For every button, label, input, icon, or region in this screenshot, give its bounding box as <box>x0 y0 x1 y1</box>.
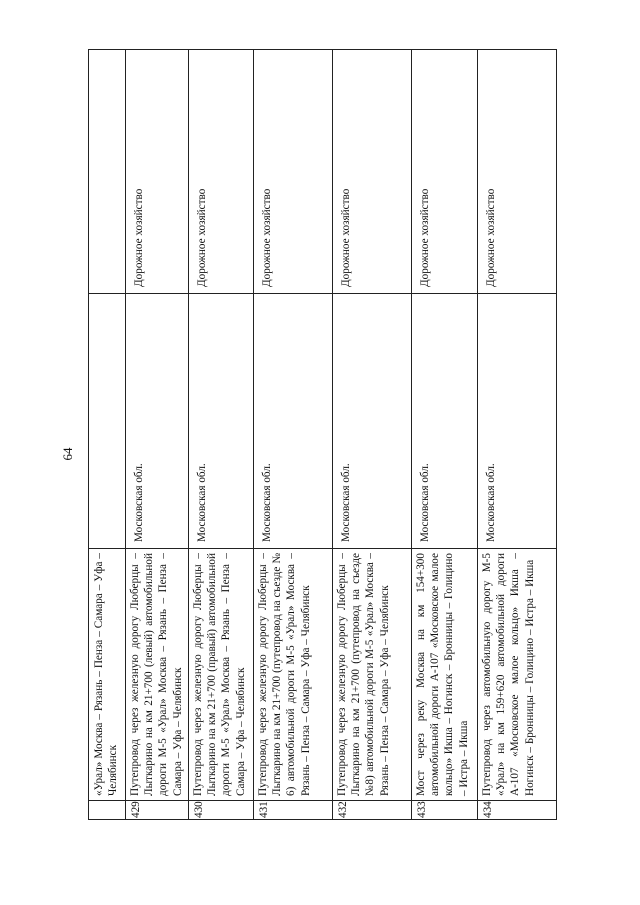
region-cell: Московская обл. <box>254 294 333 549</box>
object-description: Путепровод через автомобильную дорогу М-5 «Урал» на км 159+620 автомобильной дороги А-107 «Московское малое кольцо» Икша – Ногинск – Бронницы – Голицино – Истра – Икша <box>478 549 557 801</box>
table-row <box>89 50 126 820</box>
object-description: Путепровод через железную дорогу Люберцы – Лыткарино на км 21+700 (путепровод на съезде №8) автомобильной дороги М-5 «Урал» Москва – Рязань – Пенза – Самара – Уфа – Челябинск <box>333 549 412 801</box>
row-number: 433 <box>412 801 478 820</box>
rotated-table-container <box>88 50 600 820</box>
region-cell: Московская обл. <box>189 294 254 549</box>
table-row <box>333 50 412 820</box>
type-cell: Дорожное хозяйство <box>412 50 478 294</box>
object-description: Путепровод через железную дорогу Люберцы – Лыткарино на км 21+700 (правый) автомобильной дороги М-5 «Урал» Москва – Рязань – Пенза – Самара – Уфа – Челябинск <box>189 549 254 801</box>
type-cell: Дорожное хозяйство <box>254 50 333 294</box>
type-cell: Дорожное хозяйство <box>126 50 189 294</box>
region-cell: Московская обл. <box>478 294 557 549</box>
table-row <box>478 50 557 820</box>
object-description: Путепровод через железную дорогу Люберцы – Лыткарино на км 21+700 (путепровод на съезде № 6) автомобильной дороги М-5 «Урал» Москва – Рязань – Пенза – Самара – Уфа – Челябинск <box>254 549 333 801</box>
page-number: 64 <box>60 447 75 461</box>
type-cell: Дорожное хозяйство <box>189 50 254 294</box>
region-cell: Московская обл. <box>333 294 412 549</box>
region-cell: Московская обл. <box>126 294 189 549</box>
object-description: «Урал» Москва – Рязань – Пенза – Самара – Уфа – Челябинск <box>89 549 126 801</box>
table-row <box>126 50 189 820</box>
row-number: 429 <box>126 801 189 820</box>
object-description: Мост через реку Москва на км 154+300 автомобильной дороги А-107 «Московское малое кольцо» Икша – Ногинск – Бронницы – Голицино – Истра – Икша <box>412 549 478 801</box>
row-number: 430 <box>189 801 254 820</box>
object-description: Путепровод через железную дорогу Люберцы – Лыткарино на км 21+700 (левый) автомобильной дороги М-5 «Урал» Москва – Рязань – Пенза – Самара – Уфа – Челябинск <box>126 549 189 801</box>
type-cell: Дорожное хозяйство <box>333 50 412 294</box>
type-cell: Дорожное хозяйство <box>478 50 557 294</box>
type-cell <box>89 50 126 294</box>
table-row <box>254 50 333 820</box>
table-row <box>412 50 478 820</box>
region-cell <box>89 294 126 549</box>
region-cell: Московская обл. <box>412 294 478 549</box>
row-number: 434 <box>478 801 557 820</box>
row-number: 431 <box>254 801 333 820</box>
row-number: 432 <box>333 801 412 820</box>
row-number <box>89 801 126 820</box>
table-row <box>189 50 254 820</box>
objects-table <box>88 49 557 820</box>
